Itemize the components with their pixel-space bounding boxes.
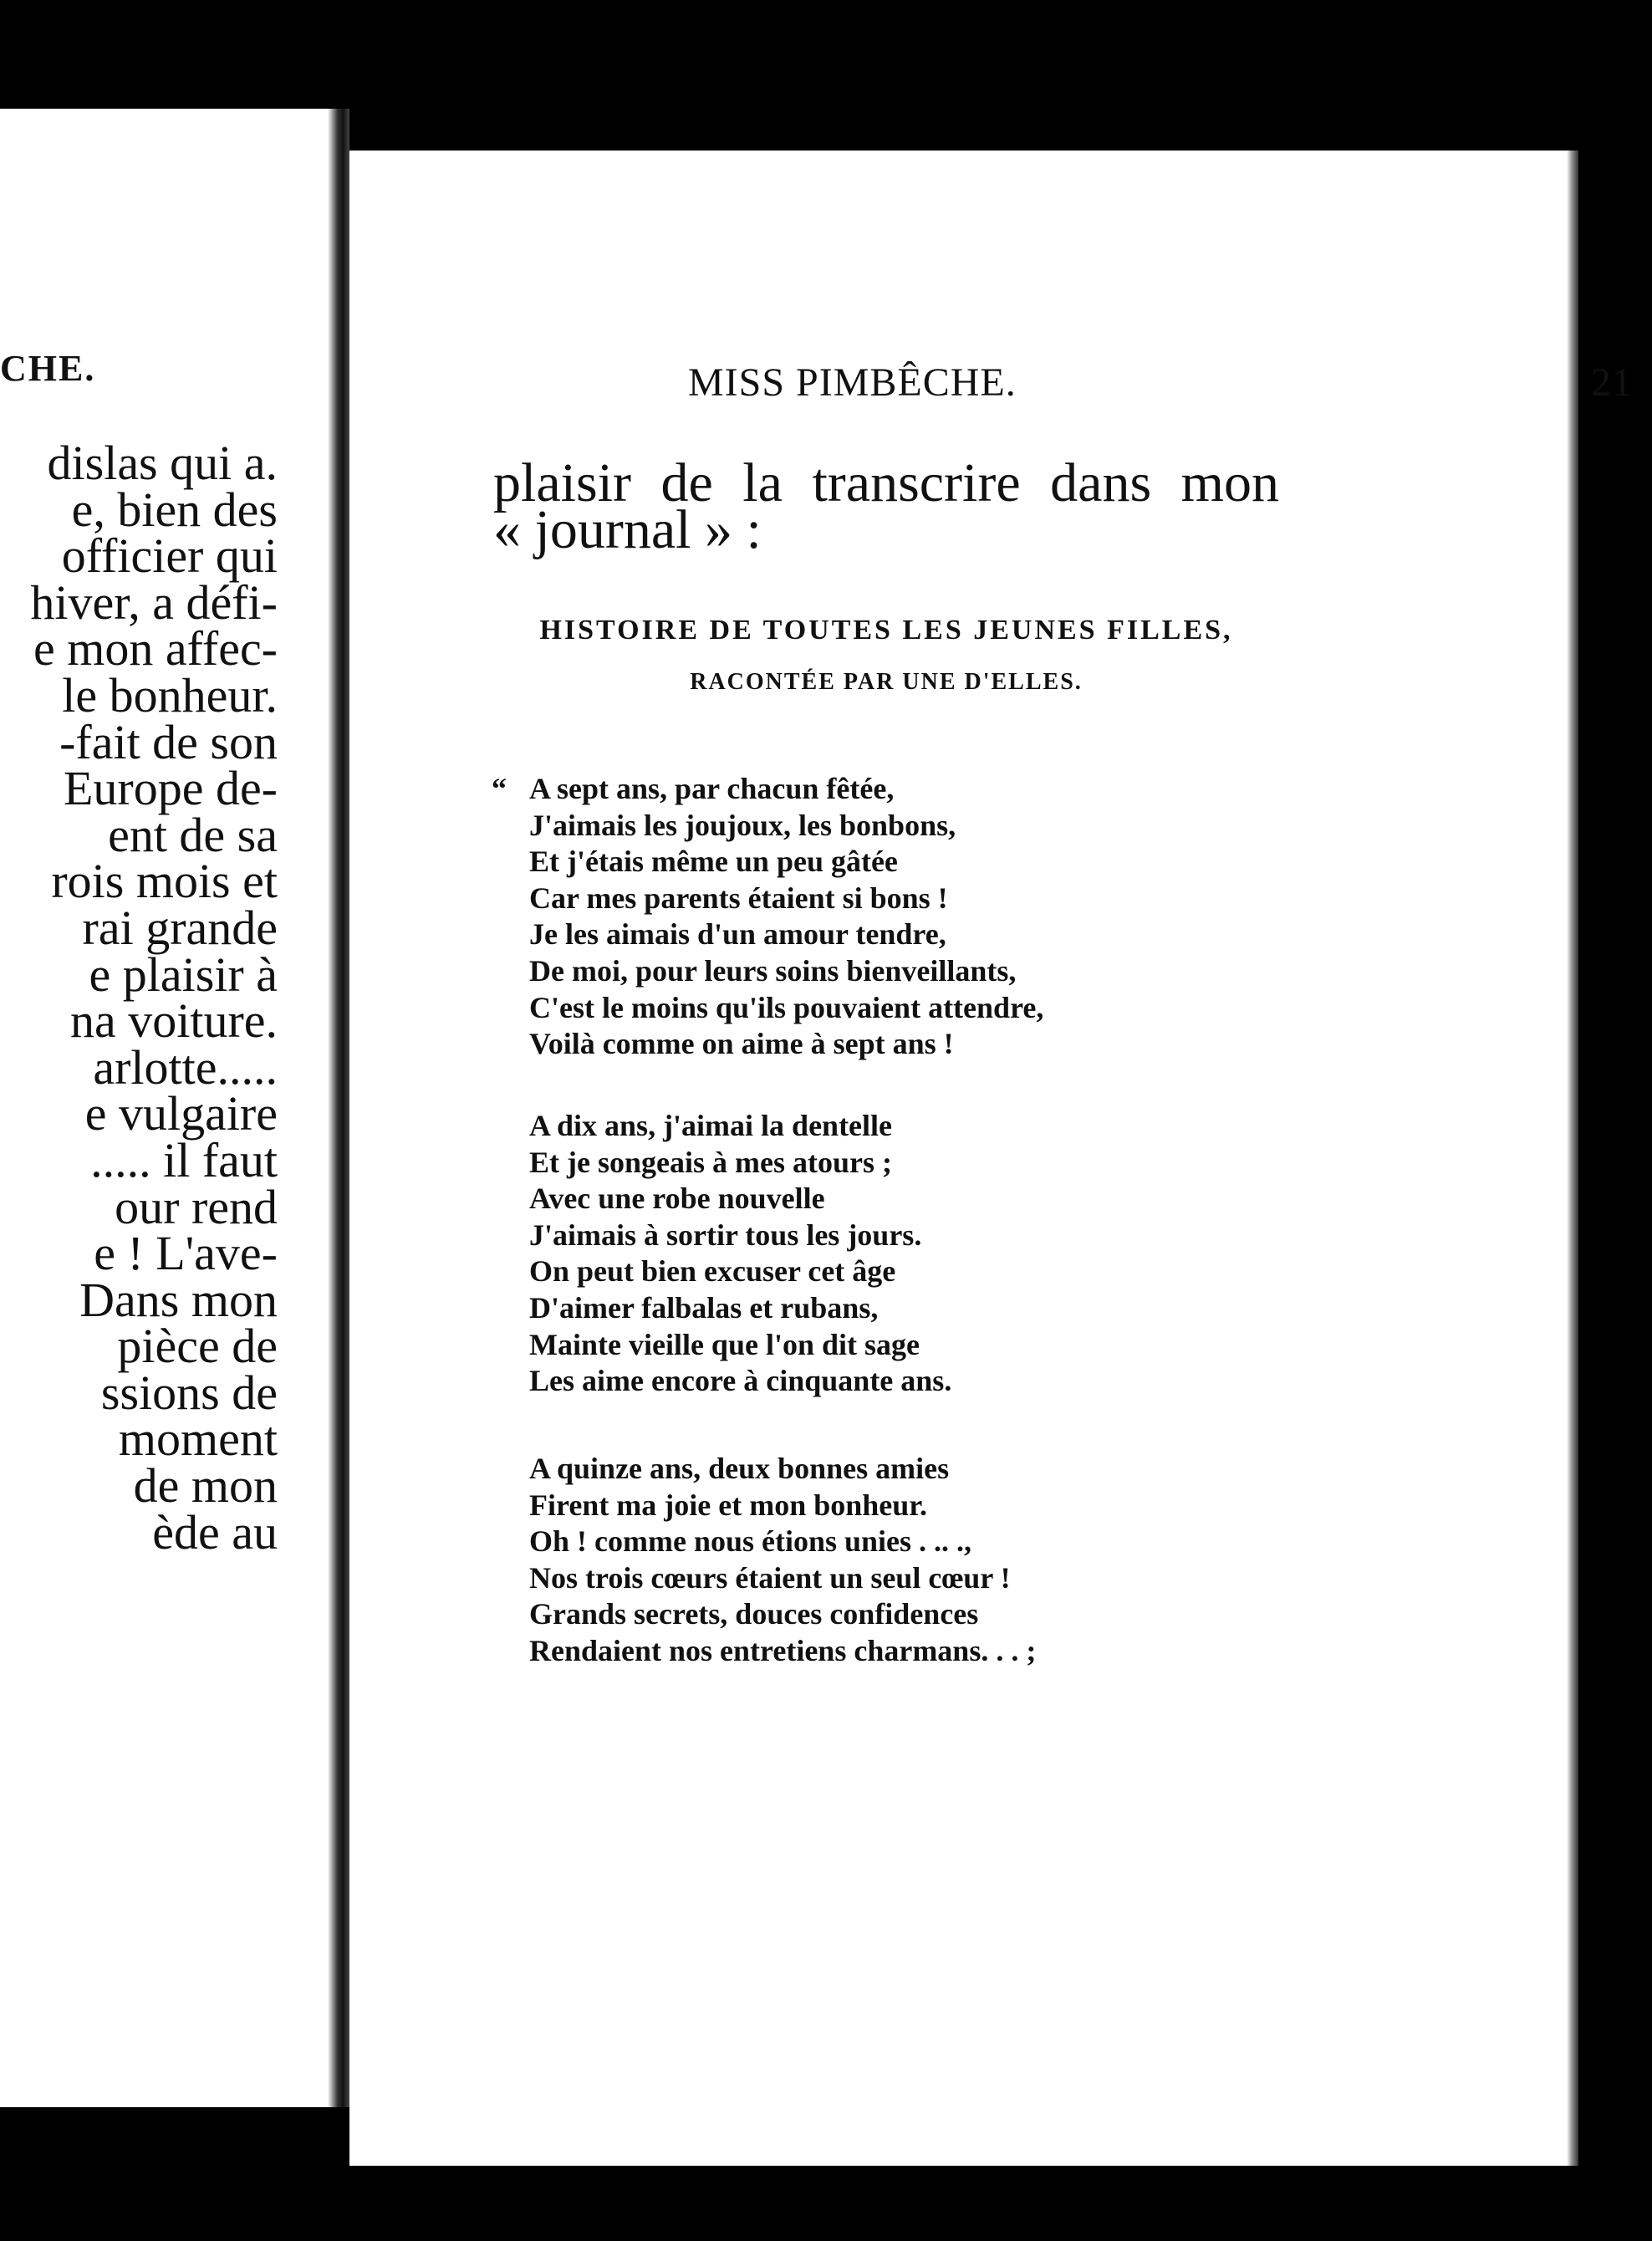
left-page-line: e ! L'ave- [94,1226,278,1281]
book-gutter [328,109,349,2107]
left-page-line: rois mois et [51,854,278,909]
verse-line: Oh ! comme nous étions unies . .. ., [529,1524,972,1559]
stanza [529,1451,1265,1670]
left-page-line: e mon affec- [33,621,278,676]
right-page [349,151,1633,2166]
prose-paragraph [493,452,1279,560]
verse-line: Grands secrets, douces confidences [529,1597,979,1631]
verse-line: Avec une robe nouvelle [529,1182,825,1216]
verse-line: Et je songeais à mes atours ; [529,1145,892,1179]
prose-line: « journal » : [493,499,762,560]
verse-line: Et j'étais même un peu gâtée [529,845,898,879]
prose-line: plaisir de la transcrire dans mon [493,452,1279,513]
left-page-line: e vulgaire [84,1086,278,1141]
left-page-text [0,436,278,1560]
verse-line: Je les aimais d'un amour tendre, [529,917,946,952]
left-page-line: le bonheur. [62,667,278,722]
left-page-line: -fait de son [59,714,278,769]
left-page-line: moment [118,1411,278,1467]
left-page-line: rai grande [82,900,278,955]
left-page-line: e, bien des [71,482,278,537]
stanza [492,771,1265,1063]
left-page-line: pièce de [117,1319,278,1374]
verse-line: Rendaient nos entretiens charmans. . . ; [529,1633,1037,1667]
left-page-line: de mon [133,1458,278,1514]
verse-line: De moi, pour leurs soins bienveillants, [529,953,1017,988]
left-page-line: ent de sa [108,807,278,862]
verse-line: Nos trois cœurs étaient un seul cœur ! [529,1560,1011,1595]
verse-line: Voilà comme on aime à sept ans ! [529,1027,954,1061]
left-page-line: ssions de [100,1365,278,1420]
verse-line: A quinze ans, deux bonnes amies [529,1452,950,1485]
left-page-line: arlotte..... [93,1039,278,1095]
verse-line: Car mes parents étaient si bons ! [529,881,948,915]
left-page [0,109,328,2107]
verse-line: A dix ans, j'aimai la dentelle [529,1109,893,1142]
left-page-line: Europe de- [63,761,278,816]
left-page-line: hiver, a défi- [30,574,278,630]
verse-line: J'aimais les joujoux, les bonbons, [529,808,956,842]
left-page-line: ède au [152,1504,278,1560]
poem-title: HISTOIRE DE TOUTES LES JEUNES FILLES, [539,615,1233,646]
verse-line: Mainte vieille que l'on dit sage [529,1327,920,1361]
left-page-line: ..... il faut [90,1132,278,1187]
opening-quote: “ [492,772,507,805]
poem-subtitle: RACONTÉE PAR UNE D'ELLES. [690,669,1083,695]
left-page-line: na voiture. [69,993,278,1049]
running-title: MISS PIMBÊCHE. [688,360,1017,405]
left-page-line: officier qui [61,528,278,584]
verse-line: On peut bien excuser cet âge [529,1254,896,1289]
stanza [529,1108,1265,1400]
verse-line: J'aimais à sortir tous les jours. [529,1217,922,1252]
verse-line: D'aimer falbalas et rubans, [529,1290,879,1325]
verse-line: C'est le moins qu'ils pouvaient attendre, [529,990,1044,1024]
left-page-line: our rend [115,1179,278,1234]
verse-line: Les aime encore à cinquante ans. [529,1364,952,1398]
left-page-line: e plaisir à [89,947,278,1002]
left-page-line: Dans mon [79,1272,278,1327]
left-page-line: dislas qui a. [47,436,278,490]
left-running-head: CHE. [0,348,96,389]
verse-line: Firent ma joie et mon bonheur. [529,1488,927,1522]
page-number: 21 [1591,360,1633,405]
verse-line: A sept ans, par chacun fêtée, [529,772,895,805]
